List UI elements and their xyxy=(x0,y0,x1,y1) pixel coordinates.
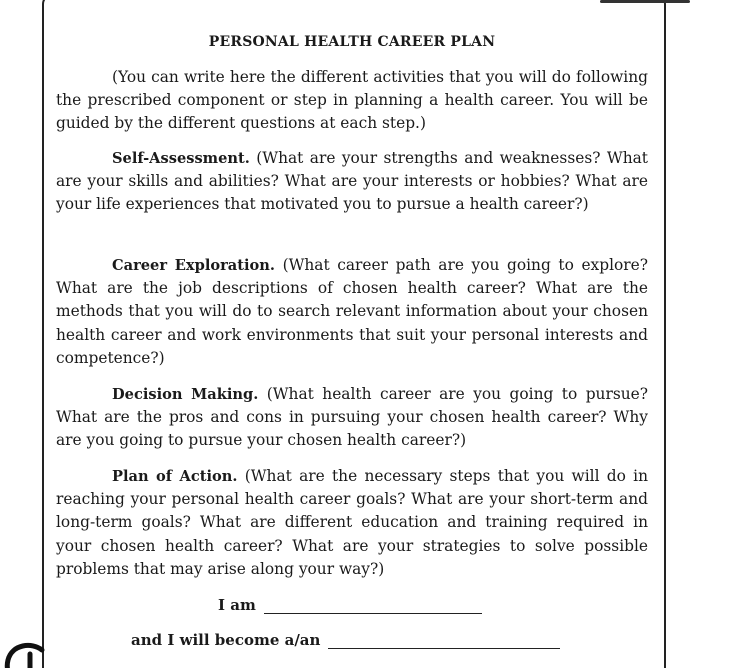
section-text: (What career path are you going to explore? What are the job descriptions of chosen health career? What are the methods that you will do to search relevant information about your chosen health career and work environments that suit your personal interests and competence?) xyxy=(56,256,648,367)
section-plan-of-action xyxy=(56,465,648,581)
answer-blank[interactable] xyxy=(328,636,560,649)
section-text: (What are the necessary steps that you will do in reaching your personal health career goals? What are your short-term and long-term goals? What are different education and training required in your chosen health career? What are your strategies to solve possible problems that may arise along your way?) xyxy=(56,467,648,578)
fill-in-i-am xyxy=(218,596,482,614)
section-self-assessment xyxy=(56,147,648,217)
fill-in-label: and I will become a/an xyxy=(131,631,321,649)
section-heading: Decision Making. xyxy=(112,386,259,403)
fill-in-become xyxy=(131,631,560,649)
section-heading: Career Exploration. xyxy=(112,257,275,274)
document-title: PERSONAL HEALTH CAREER PLAN xyxy=(208,34,496,50)
section-text: (What are your strengths and weaknesses? What are your skills and abilities? What are your interests or hobbies? What are your life experiences that motivated you to pursue a health career?) xyxy=(56,149,648,214)
section-heading: Plan of Action. xyxy=(112,468,238,485)
section-decision-making xyxy=(56,383,648,453)
fill-in-label: I am xyxy=(218,596,256,614)
section-heading: Self-Assessment. xyxy=(112,150,250,167)
section-text: (What health career are you going to pursue? What are the pros and cons in pursuing your chosen health career? Why are you going to pursue your chosen health career?) xyxy=(56,385,648,450)
intro-paragraph: (You can write here the different activities that you will do following the prescribed component or step in planning a health career. You will be guided by the different questions at each step.) xyxy=(56,68,648,133)
top-rule xyxy=(600,0,690,3)
section-career-exploration xyxy=(56,254,648,370)
corner-decoration-icon xyxy=(2,640,46,668)
answer-blank[interactable] xyxy=(264,601,482,614)
